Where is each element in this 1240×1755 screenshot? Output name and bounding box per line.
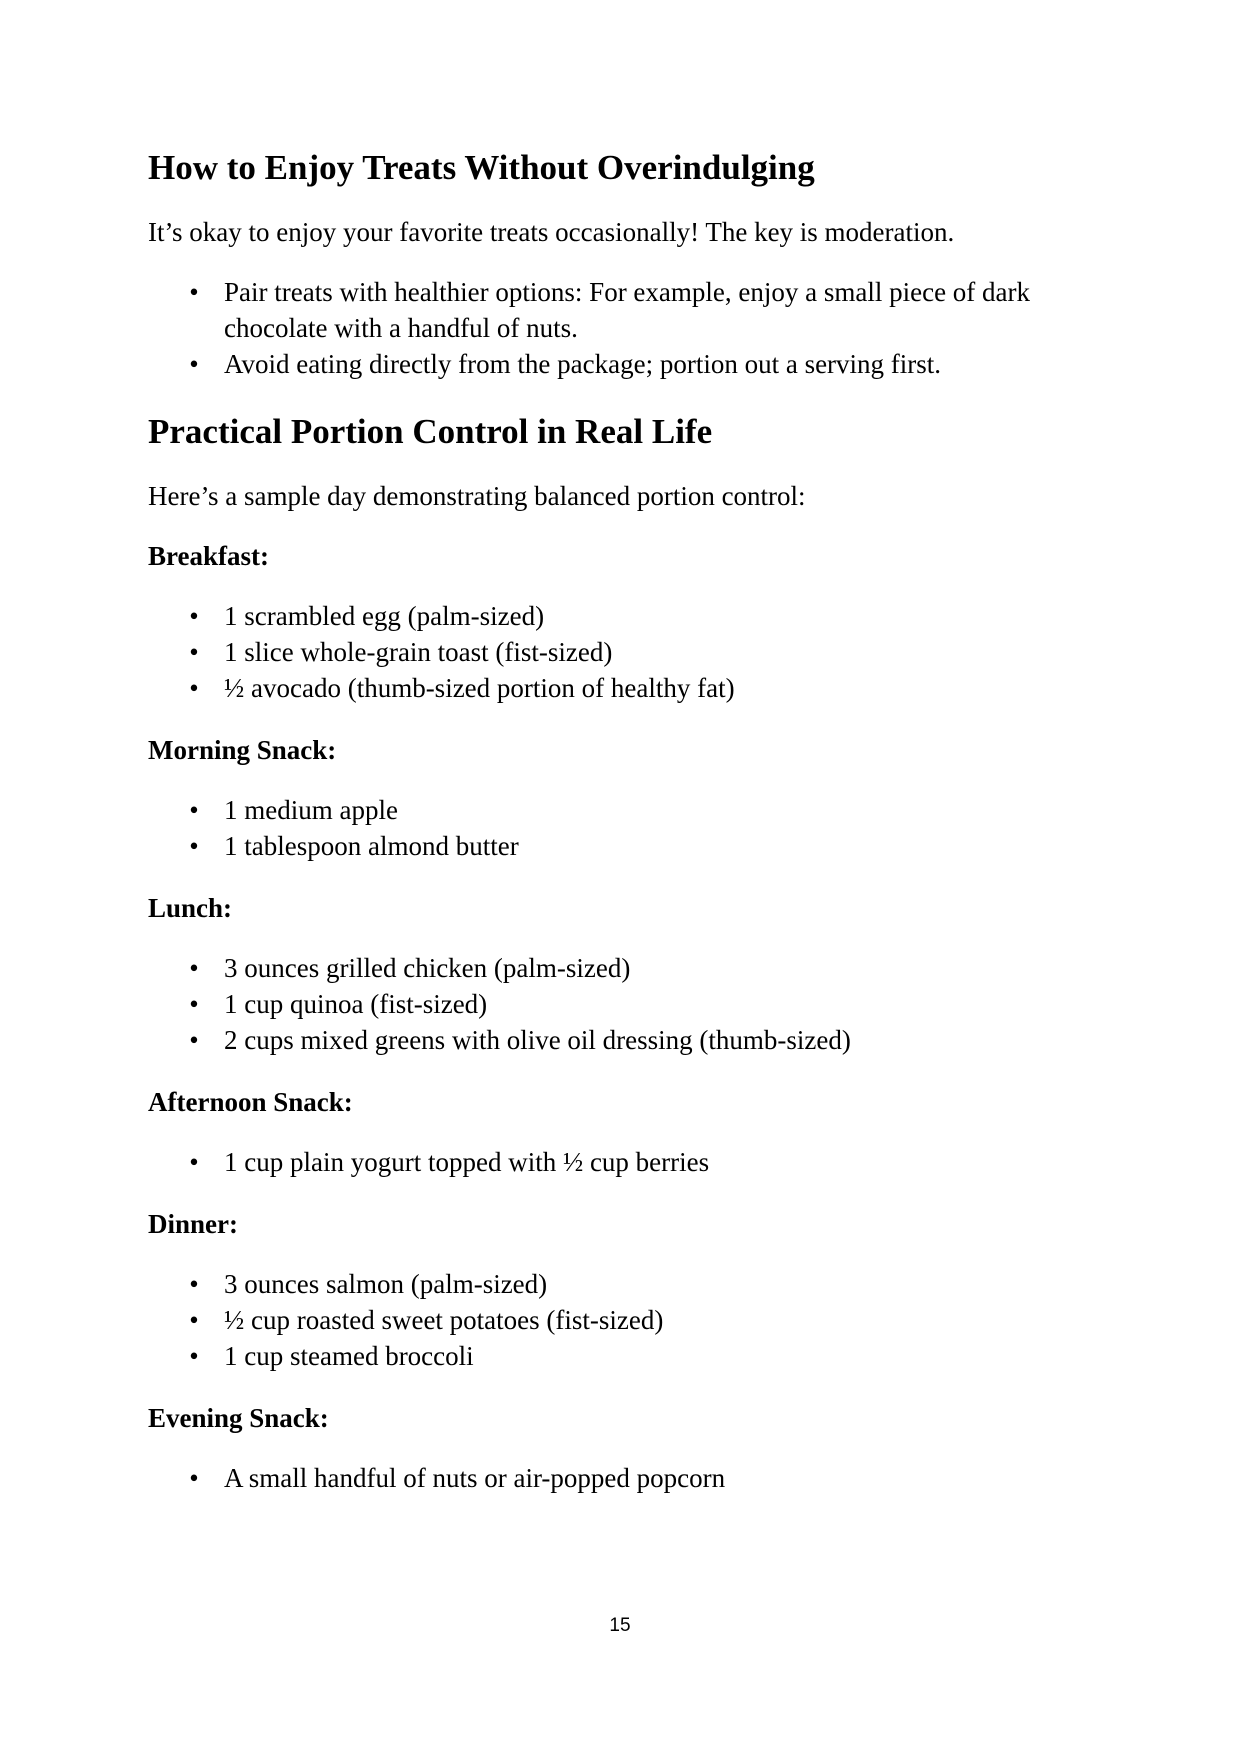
list-item (148, 670, 1108, 706)
list-item (148, 986, 1108, 1022)
list-item (148, 1144, 1108, 1180)
list-item-text: 1 cup steamed broccoli (224, 1341, 474, 1371)
treats-intro-paragraph: It’s okay to enjoy your favorite treats occasionally! The key is moderation. (148, 217, 955, 247)
bullet-icon: • (189, 637, 199, 667)
list-item-text: ½ cup roasted sweet potatoes (fist-sized) (224, 1305, 664, 1335)
meal-title-lunch: Lunch: (148, 893, 233, 923)
list-item-text: 1 cup plain yogurt topped with ½ cup berries (224, 1147, 710, 1177)
meal-list-lunch (148, 950, 1108, 1058)
meal-list-morning-snack (148, 792, 1108, 864)
meal-list-breakfast (148, 598, 1108, 706)
list-item-text: A small handful of nuts or air-popped popcorn (224, 1463, 726, 1493)
bullet-icon: • (189, 953, 199, 983)
page-content (148, 146, 1108, 1522)
treats-bullet-list (148, 274, 1108, 382)
list-item (148, 634, 1108, 670)
bullet-icon: • (189, 1147, 199, 1177)
bullet-icon: • (189, 831, 199, 861)
meal-list-evening-snack (148, 1460, 1108, 1496)
list-item (148, 792, 1108, 828)
list-item (148, 598, 1108, 634)
meal-title-breakfast: Breakfast: (148, 541, 269, 571)
meal-title-evening-snack: Evening Snack: (148, 1403, 329, 1433)
list-item-text: 3 ounces grilled chicken (palm-sized) (224, 953, 631, 983)
list-item (148, 950, 1108, 986)
bullet-icon: • (189, 1269, 199, 1299)
portion-intro-paragraph: Here’s a sample day demonstrating balanced portion control: (148, 481, 806, 511)
meal-title-morning-snack: Morning Snack: (148, 735, 337, 765)
list-item-text: Pair treats with healthier options: For example, enjoy a small piece of dark chocolate with a handful of nuts. (224, 277, 1031, 343)
list-item-text: 2 cups mixed greens with olive oil dressing (thumb-sized) (224, 1025, 851, 1055)
meal-list-afternoon-snack (148, 1144, 1108, 1180)
list-item (148, 1302, 1108, 1338)
page-number: 15 (609, 1615, 631, 1636)
list-item-text: 3 ounces salmon (palm-sized) (224, 1269, 548, 1299)
list-item (148, 828, 1108, 864)
section-heading-portion-control: Practical Portion Control in Real Life (148, 412, 713, 451)
meal-list-dinner (148, 1266, 1108, 1374)
list-item (148, 274, 1108, 346)
bullet-icon: • (189, 601, 199, 631)
list-item (148, 1266, 1108, 1302)
list-item (148, 1460, 1108, 1496)
meal-title-dinner: Dinner: (148, 1209, 238, 1239)
list-item-text: ½ avocado (thumb-sized portion of healthy fat) (224, 673, 735, 703)
bullet-icon: • (189, 1341, 199, 1371)
bullet-icon: • (189, 1305, 199, 1335)
list-item-text: 1 medium apple (224, 795, 398, 825)
section-heading-treats: How to Enjoy Treats Without Overindulging (148, 148, 815, 187)
bullet-icon: • (189, 349, 199, 379)
bullet-icon: • (189, 673, 199, 703)
list-item (148, 1022, 1108, 1058)
list-item-text: 1 scrambled egg (palm-sized) (224, 601, 545, 631)
list-item (148, 346, 1108, 382)
bullet-icon: • (189, 1025, 199, 1055)
list-item-text: 1 slice whole-grain toast (fist-sized) (224, 637, 613, 667)
list-item-text: 1 cup quinoa (fist-sized) (224, 989, 488, 1019)
meal-title-afternoon-snack: Afternoon Snack: (148, 1087, 353, 1117)
list-item-text: Avoid eating directly from the package; portion out a serving first. (224, 349, 942, 379)
list-item-text: 1 tablespoon almond butter (224, 831, 519, 861)
list-item (148, 1338, 1108, 1374)
bullet-icon: • (189, 1463, 199, 1493)
bullet-icon: • (189, 277, 199, 307)
bullet-icon: • (189, 795, 199, 825)
bullet-icon: • (189, 989, 199, 1019)
